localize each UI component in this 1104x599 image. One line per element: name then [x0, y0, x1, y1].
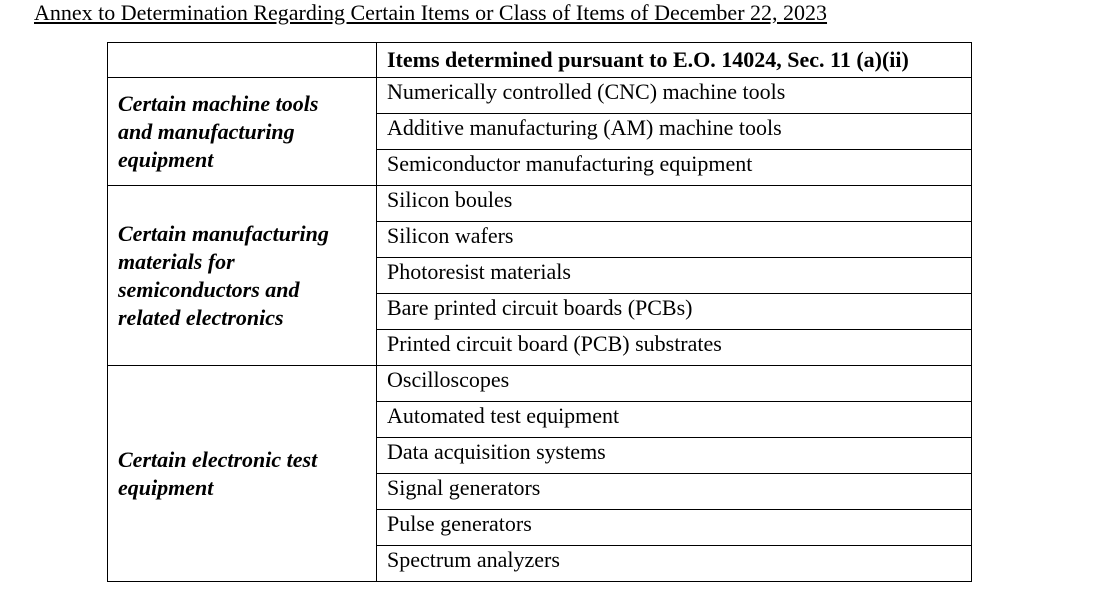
item-cell: Numerically controlled (CNC) machine tools [377, 78, 972, 114]
item-cell: Photoresist materials [377, 258, 972, 294]
item-cell: Data acquisition systems [377, 438, 972, 474]
table-row [108, 366, 972, 402]
header-blank-cell [108, 43, 377, 78]
item-cell: Pulse generators [377, 510, 972, 546]
category-cell [108, 366, 377, 582]
annex-items-table [107, 42, 972, 582]
item-cell: Printed circuit board (PCB) substrates [377, 330, 972, 366]
table-row [108, 186, 972, 222]
table-header-cell: Items determined pursuant to E.O. 14024, Sec. 11 (a)(ii) [377, 43, 972, 78]
category-cell [108, 78, 377, 186]
item-cell: Semiconductor manufacturing equipment [377, 150, 972, 186]
item-cell: Silicon wafers [377, 222, 972, 258]
item-cell: Oscilloscopes [377, 366, 972, 402]
document-title: Annex to Determination Regarding Certain Items or Class of Items of December 22, 2023 [34, 0, 828, 25]
item-cell: Automated test equipment [377, 402, 972, 438]
category-label: Certain electronic test equipment [118, 446, 318, 500]
category-label: Certain manufacturing materials for semiconductors and related electronics [118, 220, 329, 330]
item-cell: Bare printed circuit boards (PCBs) [377, 294, 972, 330]
table-header-row [108, 43, 972, 78]
item-cell: Signal generators [377, 474, 972, 510]
category-cell [108, 186, 377, 366]
item-cell: Additive manufacturing (AM) machine tools [377, 114, 972, 150]
table-row [108, 78, 972, 114]
category-label: Certain machine tools and manufacturing equipment [118, 90, 319, 172]
item-cell: Spectrum analyzers [377, 546, 972, 582]
item-cell: Silicon boules [377, 186, 972, 222]
